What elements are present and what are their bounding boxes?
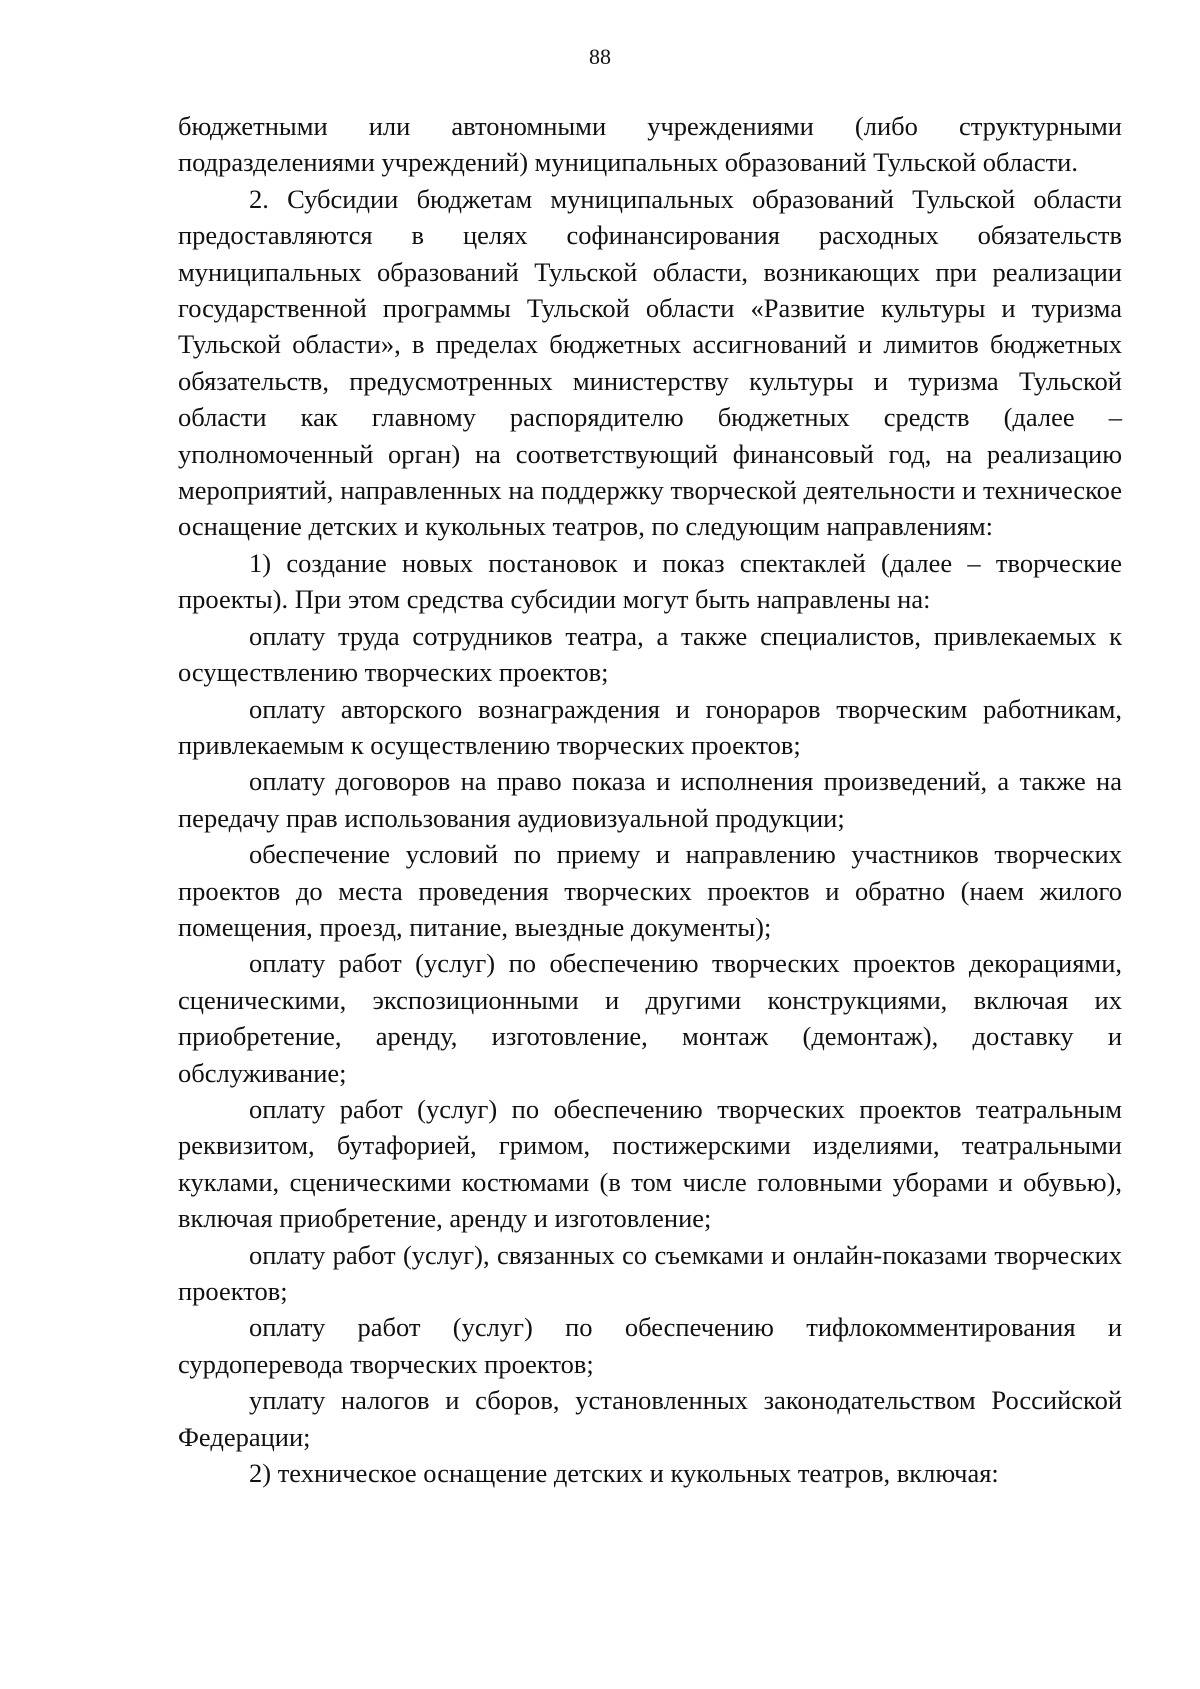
- document-body: [178, 108, 1122, 1491]
- paragraph: оплату работ (услуг) по обеспечению творческих проектов театральным реквизитом, бутафорией, гримом, постижерскими изделиями, театральными куклами, сценическими костюмами (в том числе головными уборами и обувью), включая приобретение, аренду и изготовление;: [178, 1093, 1122, 1234]
- paragraph: 2) техническое оснащение детских и кукольных театров, включая:: [249, 1458, 999, 1489]
- paragraph: оплату авторского вознаграждения и гонораров творческим работникам, привлекаемым к осуществлению творческих проектов;: [178, 693, 1122, 760]
- paragraph: 1) создание новых постановок и показ спектаклей (далее – творческие проекты). При этом средства субсидии могут быть направлены на:: [178, 547, 1122, 615]
- paragraph: уплату налогов и сборов, установленных законодательством Российской Федерации;: [178, 1385, 1122, 1452]
- paragraph: оплату договоров на право показа и исполнения произведений, а также на передачу прав использования аудиовизуальной продукции;: [178, 766, 1122, 833]
- paragraph: обеспечение условий по приему и направлению участников творческих проектов до места проведения творческих проектов и обратно (наем жилого помещения, проезд, питание, выездные документы);: [178, 839, 1122, 942]
- paragraph: оплату работ (услуг), связанных со съемками и онлайн-показами творческих проектов;: [178, 1239, 1122, 1306]
- paragraph: оплату работ (услуг) по обеспечению творческих проектов декорациями, сценическими, экспозиционными и другими конструкциями, включая их приобретение, аренду, изготовление, монтаж (демонтаж), доставку и обслуживание;: [178, 948, 1122, 1088]
- paragraph: оплату труда сотрудников театра, а также специалистов, привлекаемых к осуществлению творческих проектов;: [178, 620, 1122, 688]
- page-number: 88: [589, 44, 611, 69]
- paragraph: 2. Субсидии бюджетам муниципальных образований Тульской области предоставляются в целях софинансирования расходных обязательств муниципальных образований Тульской области, возникающих при реализации государственной программы Тульской области «Развитие культуры и туризма Тульской области», в пределах бюджетных ассигнований и лимитов бюджетных обязательств, предусмотренных министерству культуры и туризма Тульской области как главному распорядителю бюджетных средств (далее – уполномоченный орган) на соответствующий финансовый год, на реализацию мероприятий, направленных на поддержку творческой деятельности и техническое оснащение детских и кукольных театров, по следующим направлениям:: [178, 183, 1122, 542]
- paragraph: бюджетными или автономными учреждениями (либо структурными подразделениями учреждений) муниципальных образований Тульской области.: [178, 111, 1122, 178]
- paragraph: оплату работ (услуг) по обеспечению тифлокомментирования и сурдоперевода творческих проектов;: [178, 1312, 1122, 1379]
